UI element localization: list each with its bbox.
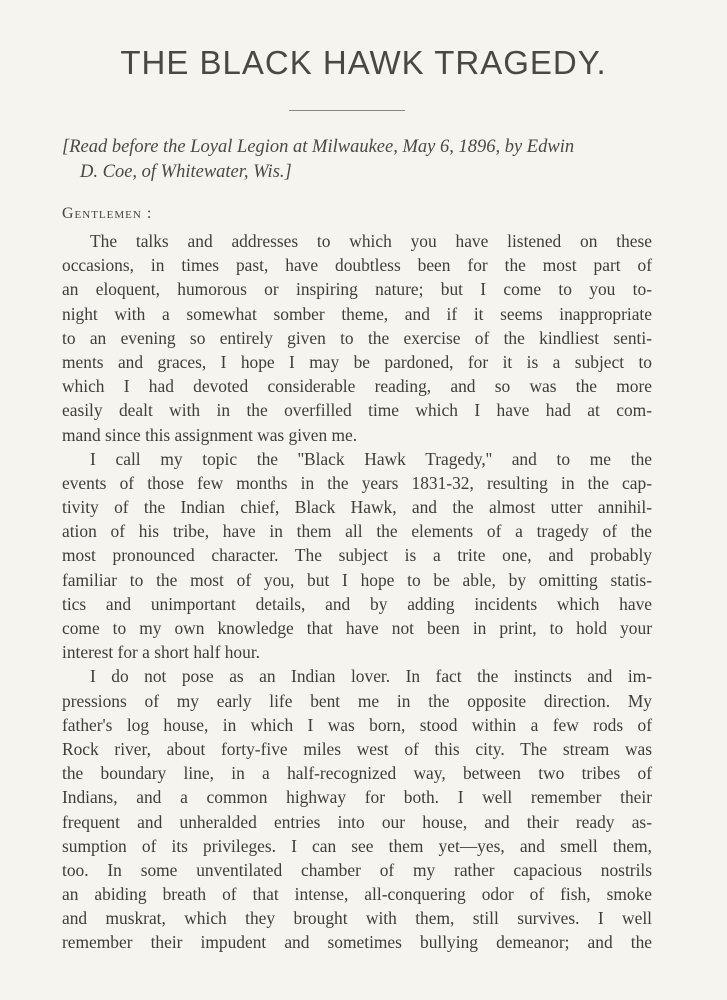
paragraph-2-line: come to my own knowledge that have not been in print, to hold your <box>62 618 652 638</box>
reading-note-line-2: D. Coe, of Whitewater, Wis.] <box>80 162 292 182</box>
paragraph-2-line: tics and unimportant details, and by adding incidents which have <box>62 593 652 614</box>
paragraph-2-line: tivity of the Indian chief, Black Hawk, and the almost utter annihil- <box>62 497 652 518</box>
paragraph-1-line: to an evening so entirely given to the exercise of the kindliest senti- <box>62 327 652 348</box>
paragraph-3-line: frequent and unheralded entries into our house, and their ready as- <box>62 811 652 832</box>
paragraph-2-line: interest for a short half hour. <box>62 642 261 663</box>
paragraph-2-line: ation of his tribe, have in them all the elements of a tragedy of the <box>62 521 652 542</box>
paragraph-3-line: pressions of my early life bent me in the opposite direction. My <box>62 690 652 711</box>
paragraph-3-line: and muskrat, which they brought with them, still survives. I well <box>62 908 652 929</box>
title-divider <box>289 110 405 111</box>
paragraph-1-line: occasions, in times past, have doubtless been for the most part of <box>62 255 652 276</box>
reading-note-line-1: [Read before the Loyal Legion at Milwaukee, May 6, 1896, by Edwin <box>62 137 575 157</box>
paragraph-3-line: Rock river, about forty-five miles west of this city. The stream was <box>62 738 652 759</box>
paragraph-3-line: sumption of its privileges. I can see them yet—yes, and smell them, <box>62 835 652 856</box>
paragraph-2-line: events of those few months in the years 1831-32, resulting in the cap- <box>62 472 652 493</box>
paragraph-1-line: The talks and addresses to which you have listened on these <box>90 231 652 251</box>
paragraph-1-line: night with a somewhat somber theme, and if it seems inappropriate <box>62 303 652 324</box>
paragraph-1-line: an eloquent, humorous or inspiring nature; but I come to you to- <box>62 279 652 300</box>
paragraph-2-line: familiar to the most of you, but I hope to be able, by omitting statis- <box>62 569 652 590</box>
page-title: THE BLACK HAWK TRAGEDY. <box>120 44 607 81</box>
paragraph-2-line: most pronounced character. The subject is a trite one, and probably <box>62 545 652 566</box>
salutation: Gentlemen : <box>62 205 153 222</box>
paragraph-3-line: father's log house, in which I was born, stood within a few rods of <box>62 714 652 735</box>
paragraph-3-line: the boundary line, in a half-recognized way, between two tribes of <box>62 763 652 784</box>
paragraph-1-line: ments and graces, I hope I may be pardoned, for it is a subject to <box>62 351 652 372</box>
paragraph-3-line: remember their impudent and sometimes bullying demeanor; and the <box>62 932 652 953</box>
paragraph-3-line: Indians, and a common highway for both. I well remember their <box>62 787 652 808</box>
reading-note <box>62 135 662 185</box>
paragraph-3-line: too. In some unventilated chamber of my rather capacious nostrils <box>62 859 652 880</box>
paragraph-3-line: an abiding breath of that intense, all-conquering odor of fish, smoke <box>62 884 652 905</box>
paragraph-1-line: mand since this assignment was given me. <box>62 424 358 445</box>
paragraph-3-line: I do not pose as an Indian lover. In fact the instincts and im- <box>90 666 652 687</box>
paragraph-2-line: I call my topic the ''Black Hawk Tragedy,'' and to me the <box>90 448 652 469</box>
paragraph-1-line: easily dealt with in the overfilled time which I have had at com- <box>62 400 652 421</box>
body-text <box>62 229 652 955</box>
paragraph-1-line: which I had devoted considerable reading, and so was the more <box>62 376 652 397</box>
